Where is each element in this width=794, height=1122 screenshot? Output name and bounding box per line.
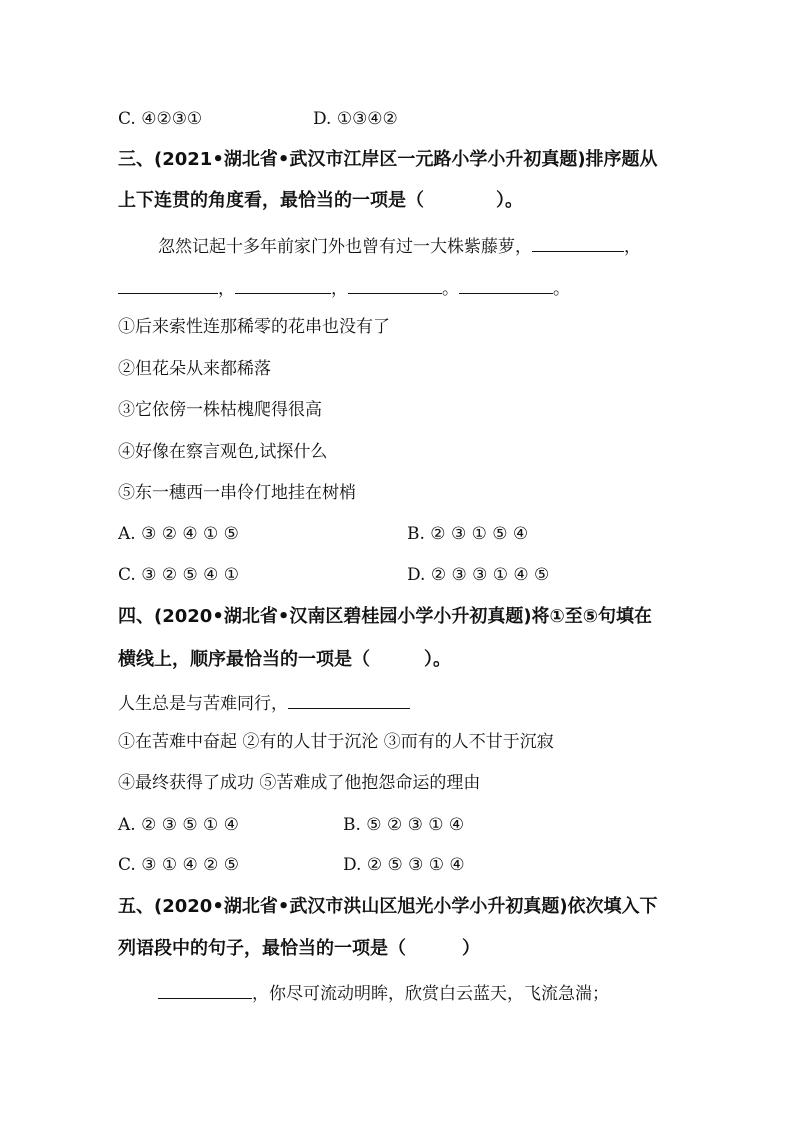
fill-blank	[288, 690, 410, 709]
passage-text: 忽然记起十多年前家门外也曾有过一大株紫藤萝，	[158, 237, 532, 257]
question-3-option-a: A. ③ ② ④ ① ⑤	[118, 524, 239, 544]
question-3-item-2: ②但花朵从来都稀落	[118, 359, 271, 379]
question-3-passage-line-2	[118, 275, 570, 301]
question-3-title-end: ）。	[496, 190, 523, 211]
question-3-item-3: ③它依傍一株枯槐爬得很高	[118, 400, 322, 420]
passage-text: 人生总是与苦难同行，	[118, 694, 288, 714]
fill-blank	[532, 233, 624, 252]
question-5-title-text: 列语段中的句子，最恰当的一项是（	[118, 938, 406, 959]
question-4-items-line-1: ①在苦难中奋起 ②有的人甘于沉沦 ③而有的人不甘于沉寂	[118, 732, 554, 752]
punct: ，	[218, 279, 235, 299]
question-5-passage	[158, 980, 609, 1006]
punct: 。	[553, 279, 570, 299]
question-4-items-line-2: ④最终获得了成功 ⑤苦难成了他抱怨命运的理由	[118, 773, 481, 793]
question-4-option-d: D. ② ⑤ ③ ① ④	[343, 855, 465, 875]
question-5-title-end: ）	[462, 938, 480, 959]
question-3-option-d: D. ② ③ ③ ① ④ ⑤	[407, 565, 550, 585]
question-4-title-line-1: 四、(2020•湖北省•汉南区碧桂园小学小升初真题)将①至⑤句填在	[118, 606, 653, 627]
question-4-title-end: ）。	[424, 649, 451, 670]
question-4-option-a: A. ② ③ ⑤ ① ④	[118, 815, 239, 835]
question-3-option-b: B. ② ③ ① ⑤ ④	[407, 524, 529, 544]
passage-text: ，你尽可流动明眸，欣赏白云蓝天，飞流急湍；	[252, 984, 609, 1004]
question-4-title-text: 横线上，顺序最恰当的一项是（	[118, 649, 370, 670]
question-4-option-b: B. ⑤ ② ③ ① ④	[343, 815, 465, 835]
question-4-passage	[118, 690, 410, 716]
question-3-title-line-2	[118, 189, 523, 213]
option-c: C. ④②③①	[118, 109, 203, 129]
question-3-item-1: ①后来索性连那稀零的花串也没有了	[118, 317, 390, 337]
punct: ，	[624, 237, 641, 257]
question-3-title-text: 上下连贯的角度看，最恰当的一项是（	[118, 190, 424, 211]
question-3-passage-line-1	[158, 233, 641, 259]
question-3-item-5: ⑤东一穗西一串伶仃地挂在树梢	[118, 483, 356, 503]
question-4-option-c: C. ③ ① ④ ② ⑤	[118, 855, 240, 875]
question-5-title-line-2	[118, 937, 480, 961]
fill-blank	[348, 275, 442, 294]
question-5-title-line-1: 五、(2020•湖北省•武汉市洪山区旭光小学小升初真题)依次填入下	[118, 896, 658, 917]
punct: 。	[442, 279, 459, 299]
question-3-title-line-1: 三、(2021•湖北省•武汉市江岸区一元路小学小升初真题)排序题从	[118, 149, 658, 170]
punct: ，	[331, 279, 348, 299]
fill-blank	[118, 275, 218, 294]
fill-blank	[459, 275, 553, 294]
fill-blank	[158, 980, 252, 999]
question-3-option-c: C. ③ ② ⑤ ④ ①	[118, 565, 240, 585]
question-4-title-line-2	[118, 648, 451, 672]
option-d: D. ①③④②	[313, 109, 398, 129]
question-3-item-4: ④好像在察言观色,试探什么	[118, 442, 328, 462]
fill-blank	[235, 275, 331, 294]
